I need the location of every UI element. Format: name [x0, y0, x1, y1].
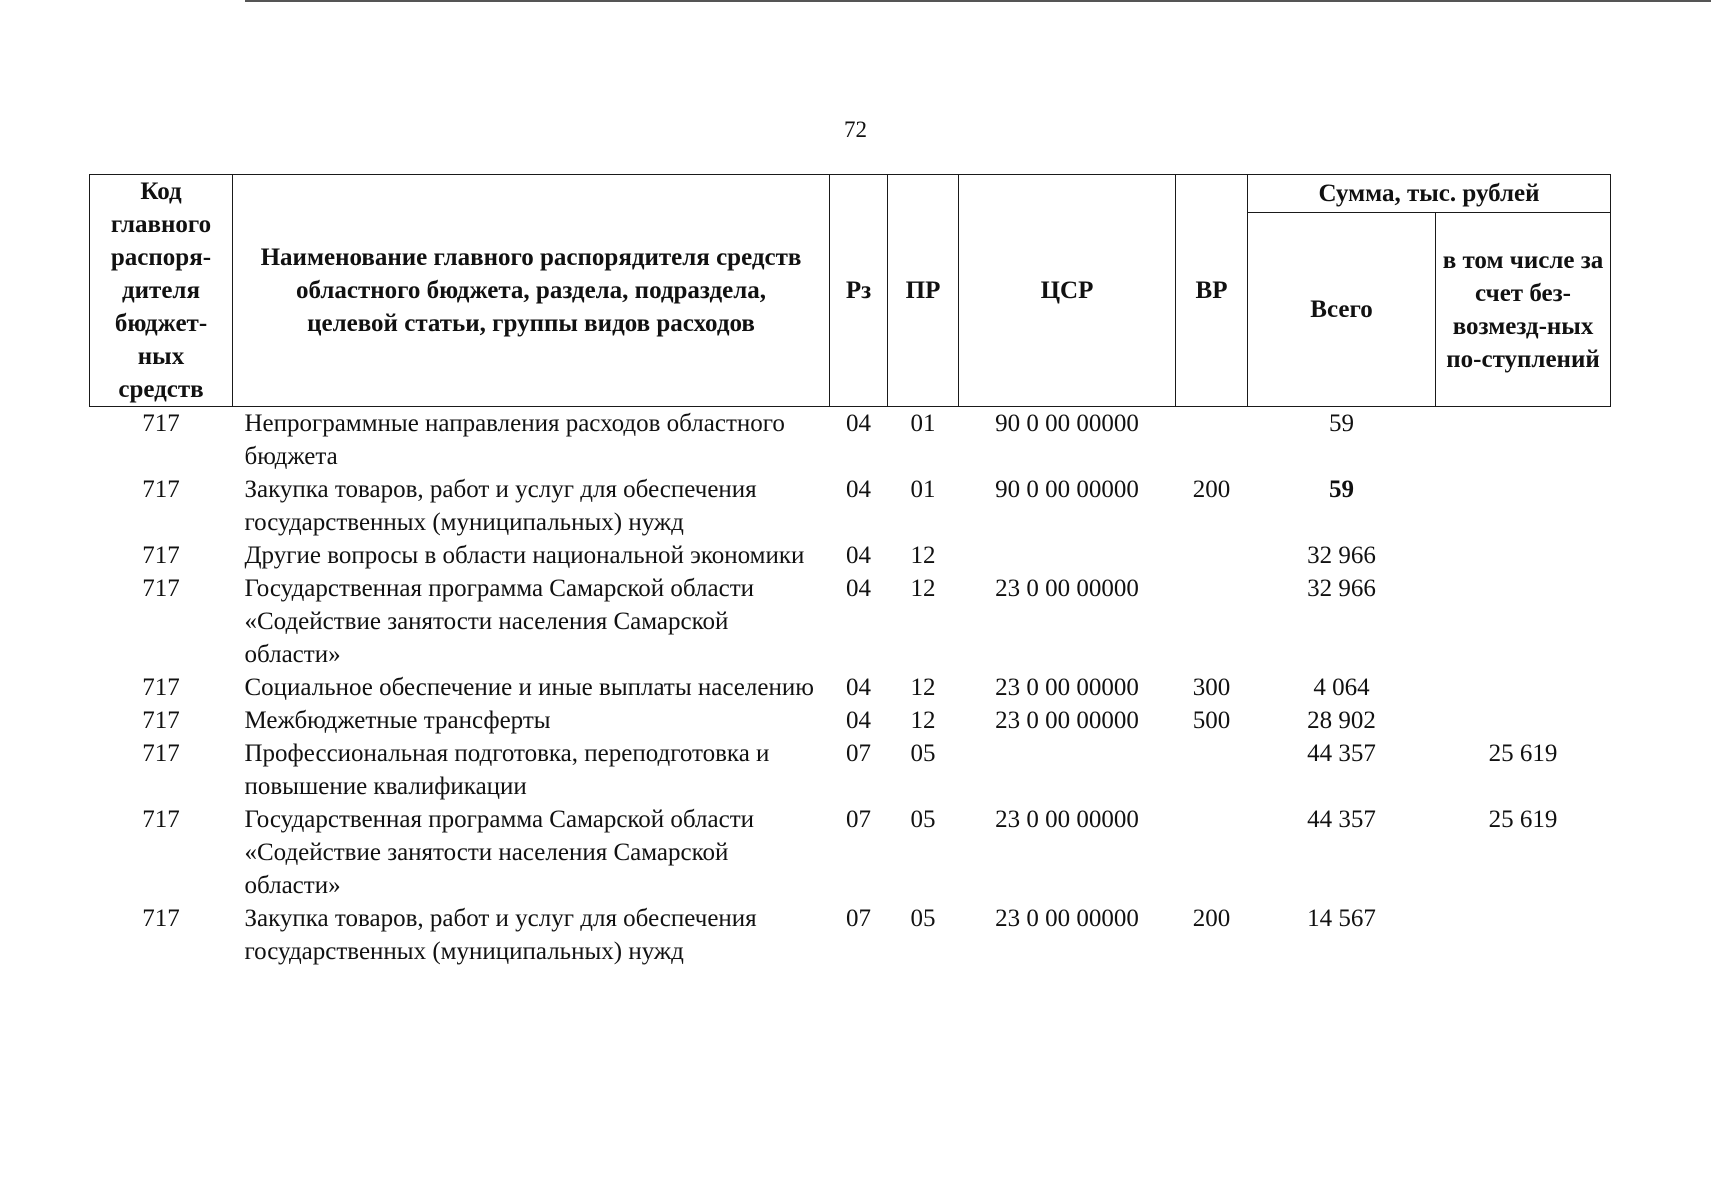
- top-border-line: [245, 0, 1711, 2]
- cell-code: 717: [142, 410, 180, 437]
- cell-vr: 300: [1192, 674, 1231, 701]
- cell-vr: [1176, 572, 1248, 671]
- table-body: [90, 407, 1611, 969]
- cell-csr: 90 0 00 00000: [995, 410, 1139, 437]
- cell-vr: [1176, 737, 1248, 803]
- cell-code: 717: [142, 476, 180, 503]
- cell-gratuitous: 25 619: [1488, 740, 1558, 767]
- cell-pr: 12: [910, 707, 936, 734]
- cell-total: 32 966: [1307, 575, 1376, 602]
- cell-vr: 500: [1192, 707, 1231, 734]
- header-name: Наименование главного распорядителя средств областного бюджета, раздела, подраздела, целевой статьи, группы видов расходов: [233, 175, 830, 407]
- cell-rz: 04: [846, 476, 871, 503]
- cell-total: 44 357: [1307, 806, 1376, 833]
- cell-code: 717: [142, 740, 180, 767]
- cell-code: 717: [142, 905, 180, 932]
- cell-gratuitous: [1436, 704, 1611, 737]
- cell-gratuitous: [1436, 572, 1611, 671]
- cell-pr: 01: [910, 410, 936, 437]
- cell-total: 59: [1329, 410, 1354, 437]
- cell-name: Профессиональная подготовка, переподготовка и повышение квалификации: [244, 740, 770, 800]
- cell-name: Социальное обеспечение и иные выплаты населению: [244, 674, 814, 701]
- cell-rz: 04: [846, 575, 871, 602]
- cell-vr: [1176, 539, 1248, 572]
- cell-vr: 200: [1192, 476, 1231, 503]
- cell-code: 717: [142, 806, 180, 833]
- cell-vr: [1176, 803, 1248, 902]
- table-row: [90, 407, 1611, 474]
- cell-csr: 23 0 00 00000: [995, 905, 1139, 932]
- cell-pr: 12: [910, 542, 936, 569]
- cell-gratuitous: [1436, 539, 1611, 572]
- cell-gratuitous: [1436, 902, 1611, 968]
- cell-csr: 23 0 00 00000: [995, 707, 1139, 734]
- cell-rz: 07: [846, 740, 871, 767]
- cell-code: 717: [142, 707, 180, 734]
- budget-table: [89, 174, 1611, 968]
- header-vr: ВР: [1176, 175, 1248, 407]
- cell-name: Закупка товаров, работ и услуг для обеспечения государственных (муниципальных) нужд: [244, 476, 757, 536]
- cell-name: Межбюджетные трансферты: [244, 707, 551, 734]
- cell-pr: 05: [910, 740, 936, 767]
- cell-csr: 23 0 00 00000: [995, 575, 1139, 602]
- cell-vr: [1176, 407, 1248, 474]
- table-row: [90, 572, 1611, 671]
- header-rz: Рз: [830, 175, 888, 407]
- cell-pr: 05: [910, 905, 936, 932]
- header-pr: ПР: [888, 175, 959, 407]
- cell-gratuitous: [1436, 407, 1611, 474]
- cell-name: Государственная программа Самарской области «Содействие занятости населения Самарской области»: [244, 575, 754, 668]
- cell-total: 44 357: [1307, 740, 1376, 767]
- cell-rz: 04: [846, 542, 871, 569]
- table-row: [90, 539, 1611, 572]
- cell-total: 28 902: [1307, 707, 1376, 734]
- cell-pr: 05: [910, 806, 936, 833]
- cell-name: Государственная программа Самарской области «Содействие занятости населения Самарской области»: [244, 806, 754, 899]
- cell-code: 717: [142, 542, 180, 569]
- header-sum-group: Сумма, тыс. рублей: [1248, 175, 1611, 213]
- cell-gratuitous: [1436, 473, 1611, 539]
- cell-total: 14 567: [1307, 905, 1376, 932]
- cell-vr: 200: [1192, 905, 1231, 932]
- table-row: [90, 704, 1611, 737]
- table-row: [90, 473, 1611, 539]
- cell-rz: 07: [846, 905, 871, 932]
- cell-pr: 01: [910, 476, 936, 503]
- header-code: Код главного распоря-дителя бюджет-ных средств: [90, 175, 233, 407]
- cell-rz: 04: [846, 707, 871, 734]
- cell-csr: 23 0 00 00000: [995, 806, 1139, 833]
- header-total: Всего: [1248, 213, 1436, 407]
- cell-gratuitous: [1436, 671, 1611, 704]
- table-row: [90, 803, 1611, 902]
- table-row: [90, 902, 1611, 968]
- header-csr: ЦСР: [959, 175, 1176, 407]
- cell-rz: 07: [846, 806, 871, 833]
- cell-total: 32 966: [1307, 542, 1376, 569]
- header-gratuitous: в том числе за счет без-возмезд-ных по-ступлений: [1436, 213, 1611, 407]
- cell-rz: 04: [846, 674, 871, 701]
- cell-name: Непрограммные направления расходов областного бюджета: [244, 410, 785, 470]
- cell-csr: [959, 539, 1176, 572]
- cell-pr: 12: [910, 575, 936, 602]
- cell-pr: 12: [910, 674, 936, 701]
- page-number: 72: [844, 117, 867, 142]
- table-row: [90, 671, 1611, 704]
- cell-name: Другие вопросы в области национальной экономики: [244, 542, 805, 569]
- cell-rz: 04: [846, 410, 871, 437]
- cell-gratuitous: 25 619: [1488, 806, 1558, 833]
- cell-csr: [959, 737, 1176, 803]
- cell-code: 717: [142, 674, 180, 701]
- cell-csr: 23 0 00 00000: [995, 674, 1139, 701]
- cell-csr: 90 0 00 00000: [995, 476, 1139, 503]
- cell-code: 717: [142, 575, 180, 602]
- cell-total: 59: [1329, 476, 1354, 503]
- cell-total: 4 064: [1313, 674, 1370, 701]
- table-row: [90, 737, 1611, 803]
- cell-name: Закупка товаров, работ и услуг для обеспечения государственных (муниципальных) нужд: [244, 905, 757, 965]
